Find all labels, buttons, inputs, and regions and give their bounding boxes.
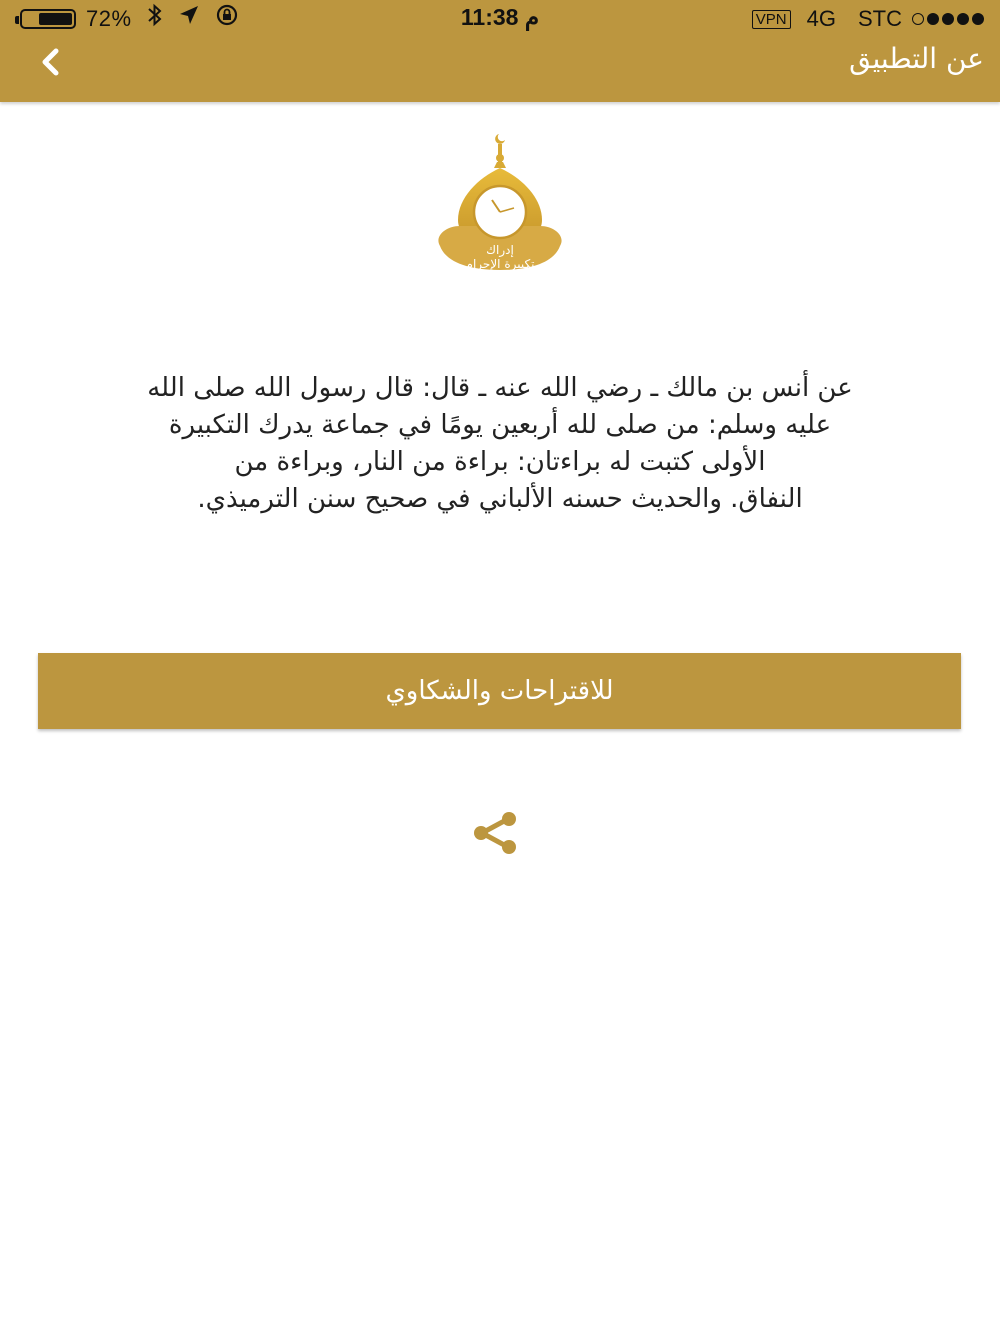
feedback-button[interactable]: للاقتراحات والشكاوي [38, 653, 961, 729]
page-title: عن التطبيق [849, 42, 984, 75]
signal-dot [957, 13, 969, 25]
carrier-name: STC [858, 6, 902, 31]
signal-dot [942, 13, 954, 25]
status-bar [0, 0, 1000, 38]
back-button[interactable] [34, 44, 70, 80]
network-type: 4G [806, 6, 836, 31]
share-button[interactable] [470, 810, 522, 856]
status-time: 11:38 م [460, 4, 540, 30]
signal-dot [972, 13, 984, 25]
hadith-text [40, 370, 960, 518]
status-right [752, 5, 984, 33]
signal-dot [912, 13, 924, 25]
app-logo [420, 128, 580, 288]
hadith-line: عن أنس بن مالك ـ رضي الله عنه ـ قال: قال رسول الله صلى الله [147, 373, 853, 403]
chevron-left-icon [34, 44, 70, 80]
battery-percent: 72% [86, 6, 132, 31]
logo-text-line1: إدراك [486, 243, 514, 257]
app-header [0, 0, 1000, 102]
signal-strength-icon [912, 13, 984, 25]
signal-dot [927, 13, 939, 25]
hadith-line: عليه وسلم: من صلى لله أربعين يومًا في جماعة يدرك التكبيرة [168, 410, 832, 440]
hadith-line: النفاق. والحديث حسنه الألباني في صحيح سنن الترميذي. [197, 484, 803, 514]
share-icon [470, 810, 522, 856]
vpn-badge: VPN [752, 10, 791, 29]
logo-text-line2: تكبيرة الإحرام [465, 257, 535, 271]
hadith-line: الأولى كتبت له براءتان: براءة من النار، وبراءة من [234, 447, 766, 477]
